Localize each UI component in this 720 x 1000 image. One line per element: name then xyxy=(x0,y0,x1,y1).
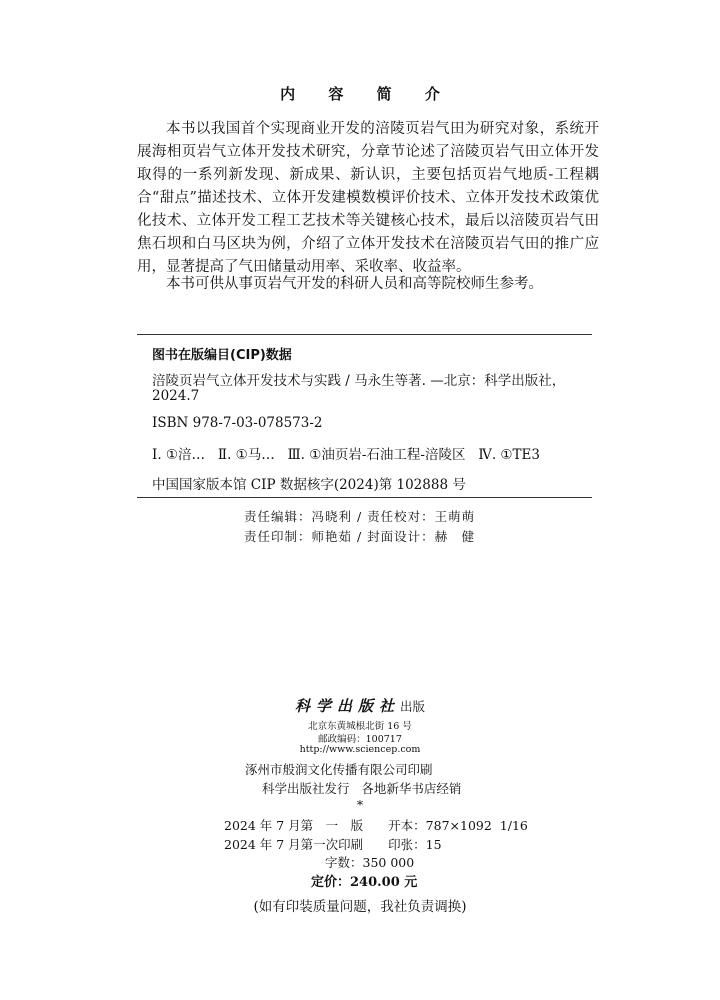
printer-line: 涿州市般润文化传播有限公司印刷 xyxy=(245,762,433,777)
publisher-line xyxy=(0,695,720,716)
cip-classification: Ⅰ. ①涪… Ⅱ. ①马… Ⅲ. ①油页岩-石油工程-涪陵区 Ⅳ. ①TE3 xyxy=(152,447,540,463)
quality-notice: (如有印装质量问题，我社负责调换) xyxy=(253,899,467,915)
page-title: 内 容 简 介 xyxy=(280,85,454,103)
staff-line-1: 责任编辑：冯晓利 / 责任校对：王萌萌 xyxy=(244,509,476,524)
cip-number: 中国国家版本馆 CIP 数据核字(2024)第 102888 号 xyxy=(152,477,466,493)
cip-heading: 图书在版编目(CIP)数据 xyxy=(152,348,292,363)
separator-star: * xyxy=(356,797,364,812)
edition-line: 2024 年 7 月第 一 版 开本：787×1092 1/16 xyxy=(224,818,528,833)
intro-paragraph-2: 本书可供从事页岩气开发的科研人员和高等院校师生参考。 xyxy=(166,276,543,292)
cip-isbn: ISBN 978-7-03-078573-2 xyxy=(152,415,323,431)
publisher-postcode: 邮政编码：100717 xyxy=(318,734,402,745)
publisher-logo: 科学出版社 xyxy=(294,697,400,715)
print-line: 2024 年 7 月第一次印刷 印张：15 xyxy=(224,837,442,852)
cip-entry-line2: 2024.7 xyxy=(152,388,200,404)
cip-bottom-rule xyxy=(137,497,592,498)
distribution-line: 科学出版社发行 各地新华书店经销 xyxy=(262,781,462,796)
publisher-suffix: 出版 xyxy=(400,699,426,714)
publisher-website: http://www.sciencep.com xyxy=(299,744,421,755)
publisher-address: 北京东黄城根北街 16 号 xyxy=(308,721,412,732)
price: 定价：240.00 元 xyxy=(311,875,418,890)
intro-paragraph-1: 本书以我国首个实现商业开发的涪陵页岩气田为研究对象，系统开展海相页岩气立体开发技术研究，分章节论述了涪陵页岩气田立体开发取得的一系列新发现、新成果、新认识，主要包括页岩气地质-工程耦合“甜点”描述技术、立体开发建模数模评价技术、立体开发技术政策优化技术、立体开发工程工艺技术等关键核心技术，最后以涪陵页岩气田焦石坝和白马区块为例，介绍了立体开发技术在涪陵页岩气田的推广应用，显著提高了气田储量动用率、采收率、收益率。 xyxy=(137,121,599,275)
cip-entry-line1: 涪陵页岩气立体开发技术与实践 / 马永生等著. —北京：科学出版社， xyxy=(152,373,566,389)
cip-top-rule xyxy=(137,334,592,335)
word-count: 字数：350 000 xyxy=(325,855,415,870)
staff-line-2: 责任印制：师艳茹 / 封面设计：赫 健 xyxy=(244,529,476,544)
